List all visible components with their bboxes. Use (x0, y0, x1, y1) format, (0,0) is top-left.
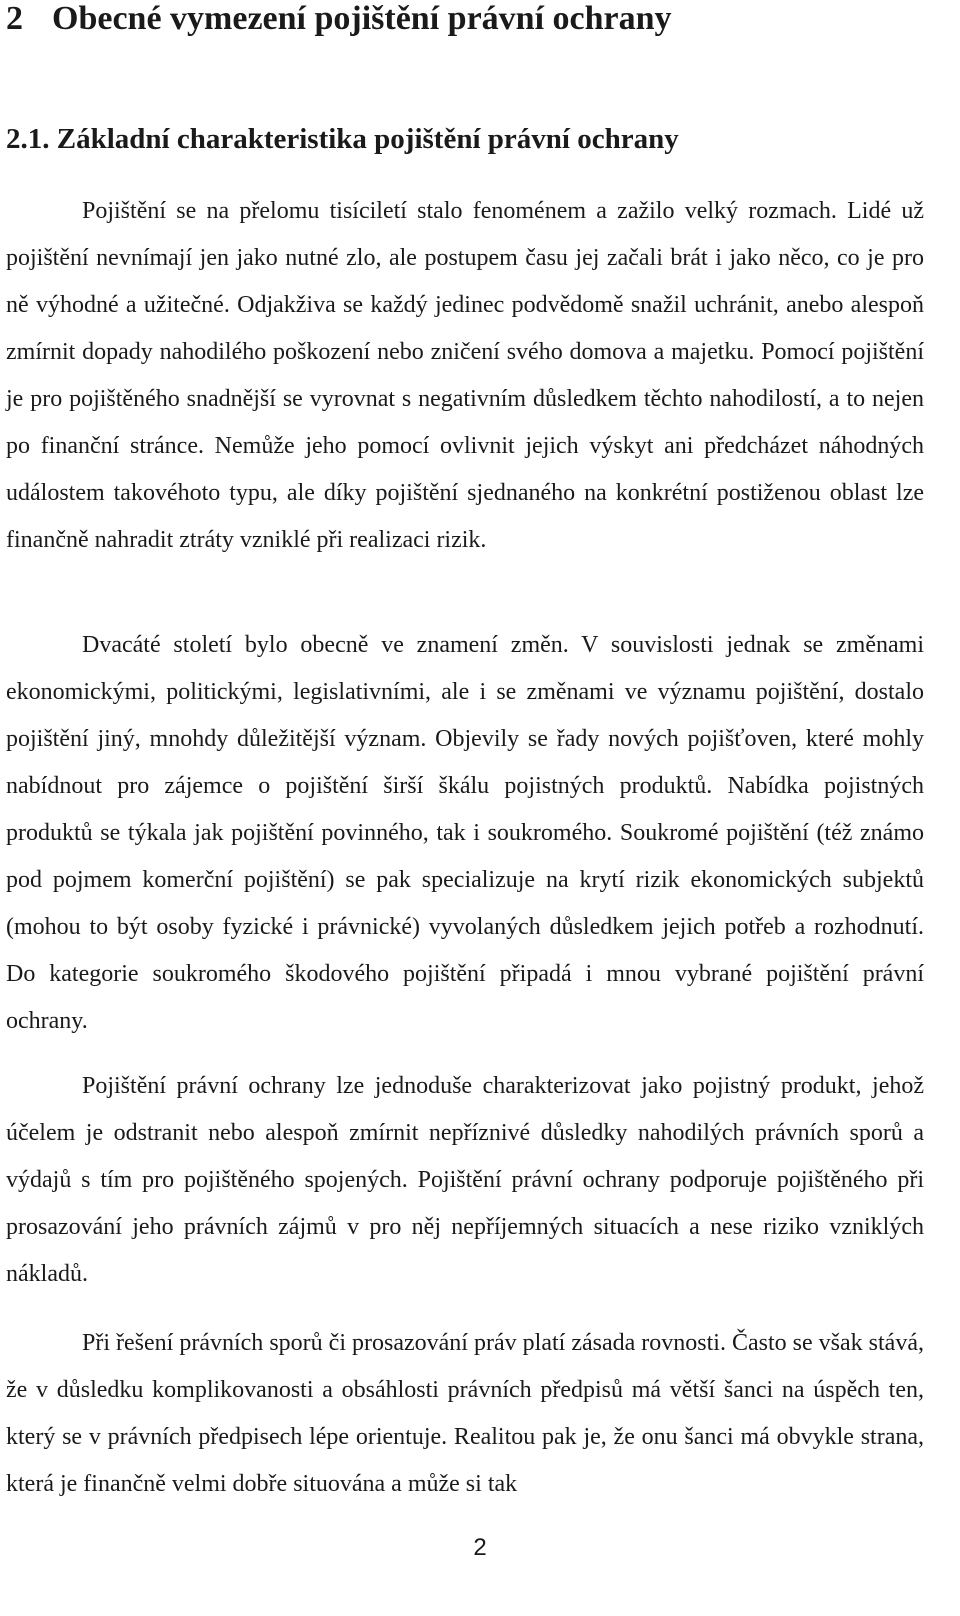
chapter-title: Obecné vymezení pojištění právní ochrany (52, 0, 672, 37)
paragraph-3: Pojištění právní ochrany lze jednoduše charakterizovat jako pojistný produkt, jehož účelem je odstranit nebo alespoň zmírnit nepříznivé důsledky nahodilých právních sporů a výdajů s tím pro pojištěného spojených. Pojištění právní ochrany podporuje pojištěného při prosazování jeho právních zájmů v pro něj nepříjemných situacích a nese riziko vzniklých nákladů. (6, 1073, 924, 1287)
paragraph-2: Dvacáté století bylo obecně ve znamení změn. V souvislosti jednak se změnami ekonomickými, politickými, legislativními, ale i se změnami ve významu pojištění, dostalo pojištění jiný, mnohdy důležitější význam. Objevily se řady nových pojišťoven, které mohly nabídnout pro zájemce o pojištění širší škálu pojistných produktů. Nabídka pojistných produktů se týkala jak pojištění povinného, tak i soukromého. Soukromé pojištění (též známo pod pojmem komerční pojištění) se pak specializuje na krytí rizik ekonomických subjektů (mohou to být osoby fyzické i právnické) vyvolaných důsledkem jejich potřeb a rozhodnutí. Do kategorie soukromého škodového pojištění připadá i mnou vybrané pojištění právní ochrany. (6, 632, 924, 1034)
paragraph-4: Při řešení právních sporů či prosazování práv platí zásada rovnosti. Často se však stává, že v důsledku komplikovanosti a obsáhlosti právních předpisů má větší šanci na úspěch ten, který se v právních předpisech lépe orientuje. Realitou pak je, že onu šanci má obvykle strana, která je finančně velmi dobře situována a může si tak (6, 1330, 924, 1497)
chapter-heading (6, 0, 672, 40)
paragraph-1: Pojištění se na přelomu tisíciletí stalo fenoménem a zažilo velký rozmach. Lidé už pojištění nevnímají jen jako nutné zlo, ale postupem času jej začali brát i jako něco, co je pro ně výhodné a užitečné. Odjakživa se každý jedinec podvědomě snažil uchránit, anebo alespoň zmírnit dopady nahodilého poškození nebo zničení svého domova a majetku. Pomocí pojištění je pro pojištěného snadnější se vyrovnat s negativním důsledkem těchto nahodilostí, a to nejen po finanční stránce. Nemůže jeho pomocí ovlivnit jejich výskyt ani předcházet náhodných událostem takovéhoto typu, ale díky pojištění sjednaného na konkrétní postiženou oblast lze finančně nahradit ztráty vzniklé při realizaci rizik. (6, 198, 924, 553)
section-heading: 2.1. Základní charakteristika pojištění právní ochrany (6, 123, 679, 155)
chapter-number: 2 (6, 0, 23, 37)
page-number: 2 (473, 1534, 487, 1561)
